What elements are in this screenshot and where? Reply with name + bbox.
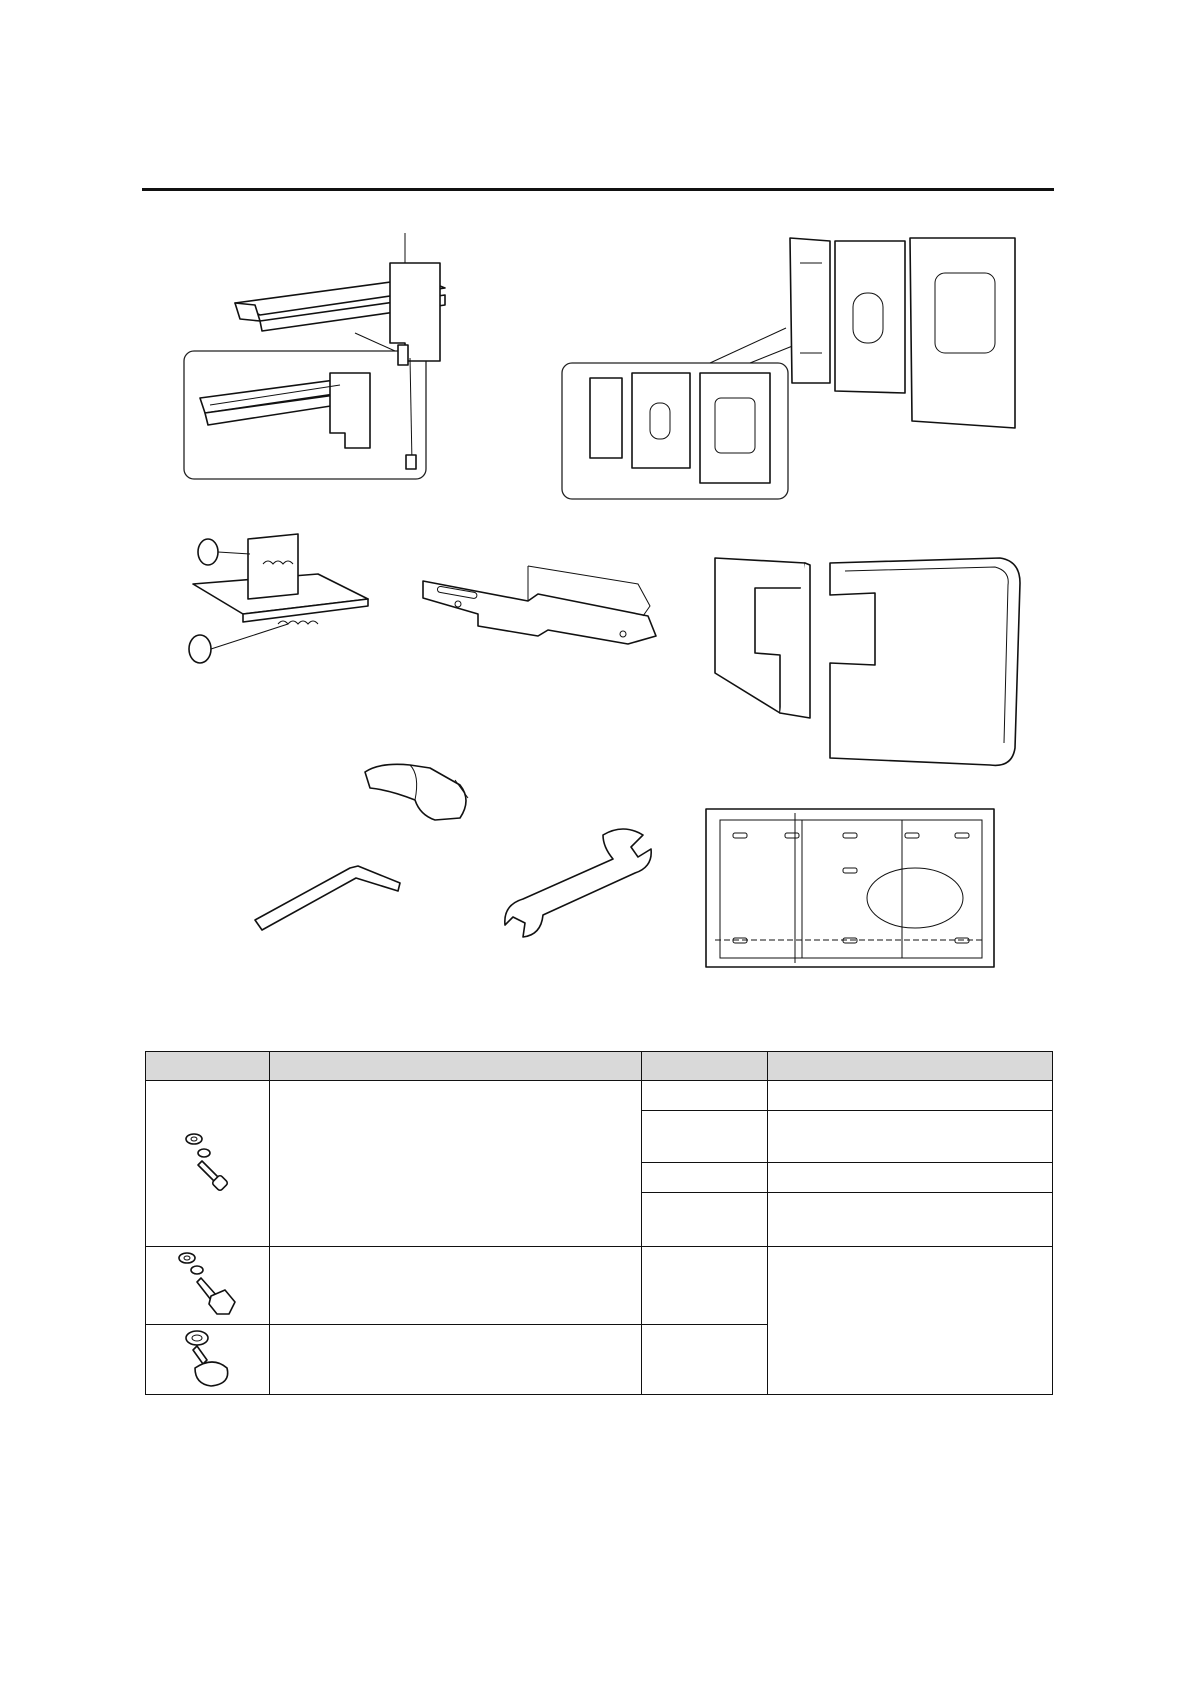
- row2-spec: [642, 1247, 768, 1325]
- template-icon: [705, 808, 995, 968]
- hex-head-bolt-icon: [173, 1248, 243, 1320]
- table-row: [146, 1081, 1053, 1111]
- row1-spec-b: [642, 1111, 768, 1163]
- header-spec: [642, 1052, 768, 1081]
- header-description: [270, 1052, 642, 1081]
- row2-description: [270, 1247, 642, 1325]
- row1-spec-a: [642, 1081, 768, 1111]
- row1-note-d: [768, 1193, 1053, 1247]
- cover-icon: [710, 553, 1025, 773]
- parts-table: [145, 1051, 1053, 1395]
- row1-note-b: [768, 1111, 1053, 1163]
- row2-image-cell: [146, 1247, 270, 1325]
- row2-note: [768, 1247, 1053, 1395]
- wall-arm-icon: [180, 233, 435, 481]
- header-image: [146, 1052, 270, 1081]
- row1-note-c: [768, 1163, 1053, 1193]
- table-header-row: [146, 1052, 1053, 1081]
- row3-image-cell: [146, 1325, 270, 1395]
- row1-description: [270, 1081, 642, 1247]
- slide-plate-icon: [418, 556, 660, 656]
- section-rule: [142, 188, 1054, 191]
- header-notes: [768, 1052, 1053, 1081]
- table-row: [146, 1247, 1053, 1325]
- row1-image-cell: [146, 1081, 270, 1247]
- row3-spec: [642, 1325, 768, 1395]
- hex-bolt-washer-icon: [178, 1127, 238, 1197]
- tilt-adjuster-icon: [178, 524, 378, 669]
- row1-note-a: [768, 1081, 1053, 1111]
- mounting-plate-icon: [560, 233, 1030, 501]
- row3-description: [270, 1325, 642, 1395]
- row1-spec-c: [642, 1163, 768, 1193]
- row1-spec-d: [642, 1193, 768, 1247]
- hex-key-icon: [250, 858, 405, 933]
- round-head-screw-icon: [173, 1326, 243, 1390]
- wrench-icon: [503, 825, 653, 940]
- cable-cover-icon: [360, 760, 475, 825]
